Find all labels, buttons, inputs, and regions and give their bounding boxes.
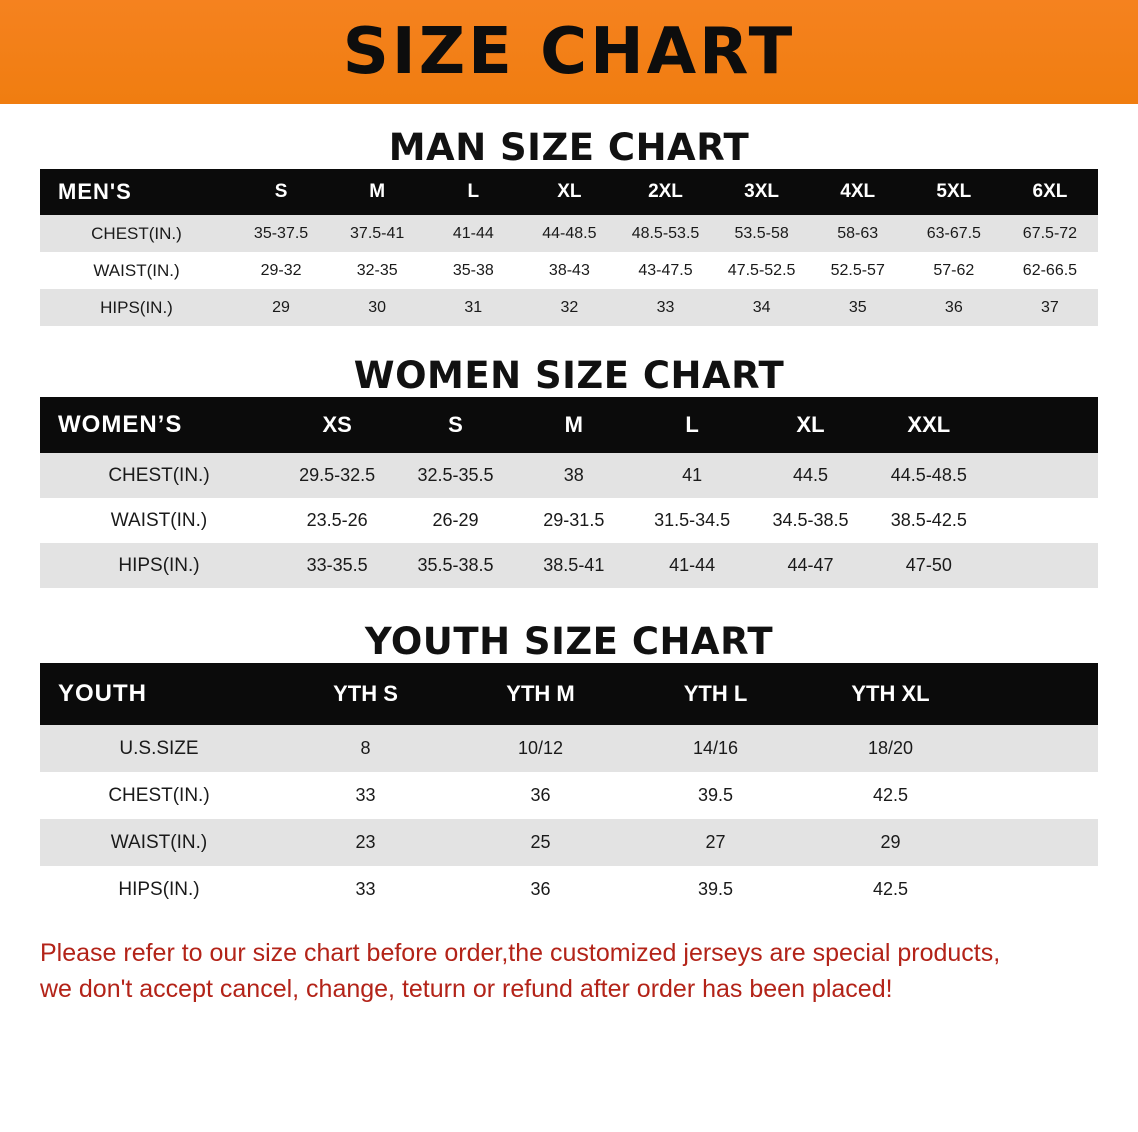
women-col-4: L: [633, 397, 751, 453]
man-chest-6: 53.5-58: [734, 224, 789, 242]
women-hips-5: 44-47: [787, 555, 834, 575]
women-hips-1: 33-35.5: [306, 555, 368, 575]
man-waist-6: 47.5-52.5: [727, 261, 796, 279]
youth-hips-4: 42.5: [872, 879, 909, 899]
women-col-5: XL: [751, 397, 869, 453]
women-col-6: XXL: [870, 397, 988, 453]
women-col-3: M: [515, 397, 633, 453]
man-col-6: 3XL: [714, 169, 810, 215]
table-row: [40, 289, 1098, 326]
man-row-label-waist: WAIST(IN.): [93, 260, 180, 280]
youth-ussize-2: 10/12: [517, 738, 564, 758]
man-hips-1: 29: [272, 298, 290, 316]
youth-waist-spacer: [978, 819, 1098, 866]
women-hips-spacer: [988, 543, 1098, 588]
youth-chest-4: 42.5: [872, 785, 909, 805]
women-table-head: [40, 397, 1098, 453]
youth-ussize-1: 8: [360, 738, 371, 758]
youth-chest-spacer: [978, 772, 1098, 819]
table-row: [40, 543, 1098, 588]
man-waist-8: 57-62: [933, 261, 975, 279]
youth-ussize-4: 18/20: [867, 738, 914, 758]
man-col-7: 4XL: [810, 169, 906, 215]
youth-table-body: [40, 725, 1098, 913]
table-row: [40, 772, 1098, 819]
youth-section-title: YOUTH SIZE CHART: [364, 620, 774, 663]
youth-corner-label: YOUTH: [40, 663, 278, 725]
man-waist-7: 52.5-57: [830, 261, 885, 279]
table-row: [40, 498, 1098, 543]
women-table-body: [40, 453, 1098, 588]
man-row-label-hips: HIPS(IN.): [100, 297, 173, 317]
women-chest-4: 41: [682, 465, 703, 485]
women-chest-2: 32.5-35.5: [417, 465, 494, 485]
women-col-spacer: [988, 397, 1098, 453]
man-waist-2: 32-35: [356, 261, 398, 279]
women-chart-wrap: [0, 397, 1138, 588]
table-row: [40, 453, 1098, 498]
disclaimer-line-2: we don't accept cancel, change, teturn or refund after order has been placed!: [40, 975, 893, 1004]
women-chest-5: 44.5: [792, 465, 828, 485]
man-waist-3: 35-38: [452, 261, 494, 279]
man-table-head: [40, 169, 1098, 215]
youth-col-2: YTH M: [453, 663, 628, 725]
man-chest-9: 67.5-72: [1022, 224, 1078, 242]
man-chest-8: 63-67.5: [926, 224, 981, 242]
women-waist-3: 29-31.5: [543, 510, 605, 530]
man-chart-wrap: [0, 169, 1138, 326]
table-row: [40, 252, 1098, 289]
table-row: [40, 866, 1098, 913]
man-col-5: 2XL: [617, 169, 713, 215]
man-chest-2: 37.5-41: [350, 224, 405, 242]
man-chest-7: 58-63: [837, 224, 879, 242]
page-title: SIZE CHART: [342, 15, 796, 89]
youth-row-label-ussize: U.S.SIZE: [119, 737, 199, 759]
youth-hips-1: 33: [355, 879, 376, 899]
women-hips-4: 41-44: [669, 555, 716, 575]
man-hips-2: 30: [368, 298, 387, 316]
man-hips-5: 33: [656, 298, 675, 316]
youth-hips-3: 39.5: [697, 879, 734, 899]
man-col-8: 5XL: [906, 169, 1002, 215]
man-hips-4: 32: [560, 298, 579, 316]
man-hips-3: 31: [464, 298, 483, 316]
youth-waist-1: 23: [355, 832, 376, 852]
man-waist-4: 38-43: [548, 261, 590, 279]
youth-row-label-hips: HIPS(IN.): [118, 878, 200, 900]
man-chest-5: 48.5-53.5: [631, 224, 700, 242]
man-waist-9: 62-66.5: [1022, 261, 1078, 279]
man-hips-8: 36: [944, 298, 963, 316]
women-col-2: S: [396, 397, 514, 453]
man-row-label-chest: CHEST(IN.): [91, 223, 182, 243]
youth-col-spacer: [978, 663, 1098, 725]
man-size-table: [40, 169, 1098, 326]
women-chest-3: 38: [563, 465, 584, 485]
youth-col-4: YTH XL: [803, 663, 978, 725]
youth-chart-wrap: [0, 663, 1138, 913]
youth-row-label-chest: CHEST(IN.): [108, 784, 210, 806]
man-col-3: L: [425, 169, 521, 215]
women-waist-6: 38.5-42.5: [890, 510, 967, 530]
man-col-2: M: [329, 169, 425, 215]
women-waist-2: 26-29: [432, 510, 479, 530]
man-chest-4: 44-48.5: [542, 224, 597, 242]
youth-row-label-waist: WAIST(IN.): [110, 831, 208, 853]
youth-chest-2: 36: [530, 785, 551, 805]
youth-size-table: [40, 663, 1098, 913]
women-corner-label: WOMEN’S: [40, 397, 278, 453]
women-chest-spacer: [988, 453, 1098, 498]
page-banner: [0, 0, 1138, 104]
man-col-1: S: [233, 169, 329, 215]
youth-ussize-spacer: [978, 725, 1098, 772]
youth-waist-4: 29: [880, 832, 901, 852]
man-col-9: 6XL: [1002, 169, 1098, 215]
man-col-4: XL: [521, 169, 617, 215]
women-row-label-chest: CHEST(IN.): [108, 464, 210, 486]
man-table-body: [40, 215, 1098, 326]
youth-hips-2: 36: [530, 879, 551, 899]
table-row: [40, 215, 1098, 252]
youth-chest-3: 39.5: [697, 785, 734, 805]
man-waist-1: 29-32: [260, 261, 302, 279]
women-hips-6: 47-50: [905, 555, 952, 575]
man-hips-7: 35: [848, 298, 867, 316]
youth-table-head: [40, 663, 1098, 725]
man-hips-9: 37: [1041, 298, 1059, 316]
women-col-1: XS: [278, 397, 396, 453]
youth-col-3: YTH L: [628, 663, 803, 725]
table-header-row: [40, 397, 1098, 453]
disclaimer-note: [40, 935, 1098, 1008]
table-row: [40, 819, 1098, 866]
youth-ussize-3: 14/16: [692, 738, 739, 758]
women-waist-4: 31.5-34.5: [654, 510, 731, 530]
man-section-title: MAN SIZE CHART: [388, 126, 750, 169]
women-chest-6: 44.5-48.5: [890, 465, 967, 485]
youth-hips-spacer: [978, 866, 1098, 913]
women-hips-3: 38.5-41: [543, 555, 605, 575]
women-size-table: [40, 397, 1098, 588]
women-hips-2: 35.5-38.5: [417, 555, 494, 575]
women-waist-5: 34.5-38.5: [772, 510, 849, 530]
table-header-row: [40, 663, 1098, 725]
women-section-title: WOMEN SIZE CHART: [353, 354, 785, 397]
women-chest-1: 29.5-32.5: [299, 465, 376, 485]
table-row: [40, 725, 1098, 772]
youth-col-1: YTH S: [278, 663, 453, 725]
women-row-label-waist: WAIST(IN.): [110, 509, 208, 531]
man-chest-1: 35-37.5: [253, 224, 309, 242]
table-header-row: [40, 169, 1098, 215]
youth-waist-3: 27: [705, 832, 726, 852]
women-waist-spacer: [988, 498, 1098, 543]
man-hips-6: 34: [752, 298, 771, 316]
disclaimer-line-1: Please refer to our size chart before order,the customized jerseys are special products,: [40, 939, 1001, 967]
women-row-label-hips: HIPS(IN.): [118, 554, 200, 576]
youth-waist-2: 25: [530, 832, 551, 852]
man-waist-5: 43-47.5: [638, 261, 693, 279]
women-waist-1: 23.5-26: [306, 510, 368, 530]
youth-chest-1: 33: [355, 785, 376, 805]
man-chest-3: 41-44: [452, 224, 494, 242]
man-corner-label: MEN'S: [40, 169, 233, 215]
